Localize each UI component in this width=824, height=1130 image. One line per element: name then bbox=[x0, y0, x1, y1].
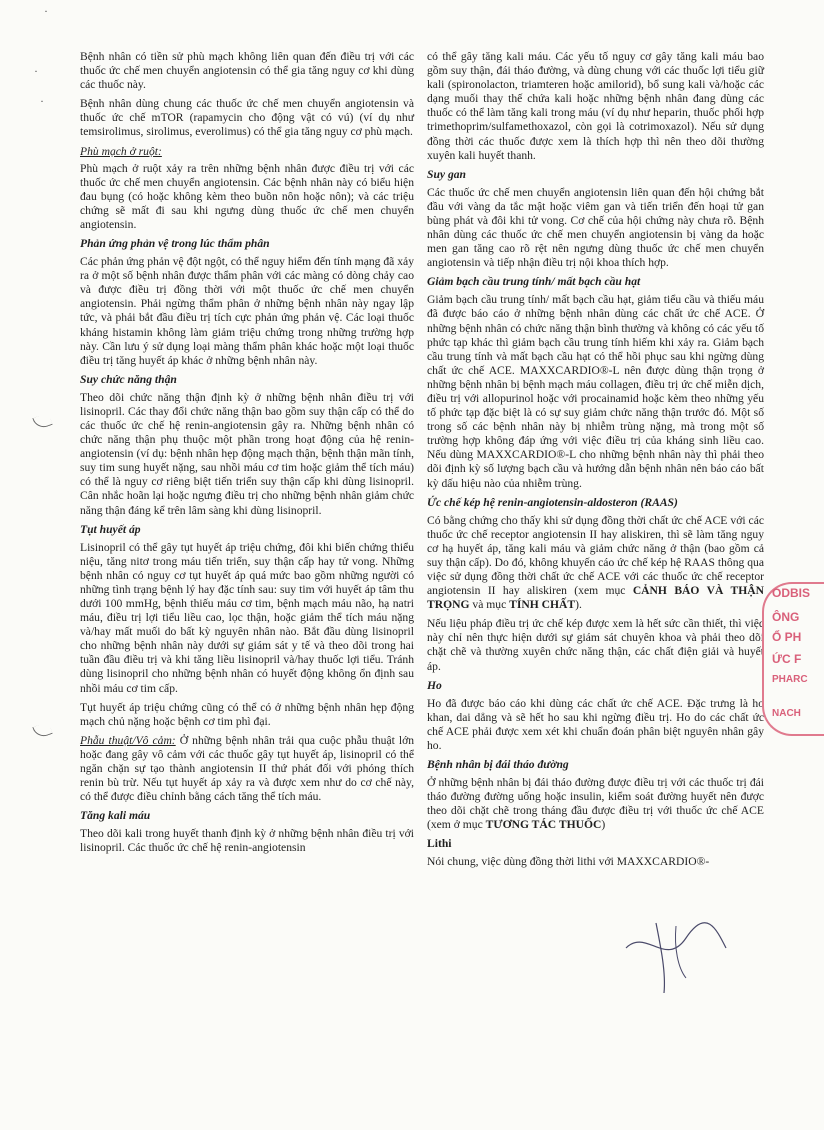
cross-reference: TÍNH CHẤT bbox=[509, 598, 576, 612]
paragraph: Phù mạch ở ruột xảy ra trên những bệnh nhân được điều trị với các thuốc ức chế men chuyển angiotensin. Các bệnh nhân này có biểu hiện đau bụng (có hoặc không kèm theo buồn nôn hoặc nôn); và các triệu chứng sẽ mất đi sau khi ngưng dùng thuốc ức chế men chuyển angiotensin. bbox=[80, 161, 414, 231]
section-heading: Bệnh nhân bị đái tháo đường bbox=[427, 758, 569, 772]
paragraph: Nói chung, việc dùng đồng thời lithi với MAXXCARDIO®- bbox=[427, 855, 710, 869]
paragraph bbox=[427, 514, 764, 613]
paragraph: Nếu liệu pháp điều trị ức chế kép được xem là hết sức cần thiết, thì việc này chỉ nên thực hiện dưới sự giám sát chuyên khoa và phải theo dõi chặt chẽ và thường xuyên chức năng thận, các chất điện giải và huyết áp. bbox=[427, 617, 764, 673]
paragraph bbox=[80, 734, 414, 804]
binding-hole-mark bbox=[32, 721, 52, 739]
section-heading: Ức chế kép hệ renin-angiotensin-aldosteron (RAAS) bbox=[427, 495, 678, 509]
paragraph-text: ). bbox=[575, 598, 582, 612]
section-heading: Tăng kali máu bbox=[80, 809, 151, 823]
section-heading: Lithi bbox=[427, 837, 452, 851]
handwritten-signature bbox=[616, 918, 736, 998]
section-heading: Suy chức năng thận bbox=[80, 372, 177, 386]
cross-reference: TƯƠNG TÁC THUỐC bbox=[485, 818, 602, 832]
binding-hole-mark bbox=[32, 412, 52, 430]
scan-dot: · bbox=[34, 64, 38, 78]
paragraph-text: Có bằng chứng cho thấy khi sử dụng đồng thời chất ức chế ACE với các thuốc ức chế receptor angiotensin II hay aliskiren, thì sẽ làm tăng nguy cơ hạ huyết áp, tăng kali máu và giảm chức năng ở thận (bao gồm cả suy thận cấp). Do đó, không khuyến cáo ức chế kép hệ RAAS thông qua việc sử dụng đồng thời chất ức chế ACE với các thuốc ức chế receptor angiotensin II hay aliskiren (xem mục bbox=[427, 513, 764, 598]
scan-dot: · bbox=[40, 94, 44, 108]
paragraph: Ho đã được báo cáo khi dùng các chất ức chế ACE. Đặc trưng là ho khan, dai dẳng và sẽ hết ho sau khi ngừng điều trị. Ho do các chất ức chế ACE phải được xem xét khi chuẩn đoán phân biệt nguyên nhân gây ho. bbox=[427, 696, 764, 752]
subsection-heading: Phù mạch ở ruột: bbox=[80, 144, 162, 158]
scan-dot: · bbox=[44, 4, 48, 18]
cross-reference: CẢNH BÁO VÀ THẬN TRỌNG bbox=[427, 584, 764, 612]
stamp-text: ỨC F bbox=[772, 652, 802, 666]
paragraph: Lisinopril có thể gây tụt huyết áp triệu chứng, đôi khi biến chứng thiểu niệu, tăng nitơ trong máu tiến triển, suy thận cấp hay tử vong. Những bệnh nhân có nguy cơ tụt huyết áp quá mức bao gồm những người có những tình trạng bệnh lý hay đặc tính sau: suy tim với huyết áp tâm thu dưới 100 mmHg, bệnh thiếu máu cơ tim, bệnh mạch máu não, hạ natri máu, điều trị lợi tiểu liều cao, lọc thận, hoặc giảm thể tích máu nặng và/hay mất muối do bất kỳ nguyên nhân nào. Bắt đầu dùng lisinopril cho những bệnh nhân này dưới sự giám sát y tế và theo dõi trong hai tuần đầu điều trị và khi tăng liều lisinopril và/hay thuốc lợi tiểu. Tránh dùng lisinopril cho những bệnh nhân có huyết động không ổn định sau nhồi máu cơ tim cấp. bbox=[80, 540, 414, 695]
paragraph-text: Ở những bệnh nhân bị đái tháo đường được điều trị với các thuốc trị đái tháo đường đường uống hoặc insulin, kiểm soát đường huyết nên được theo dõi chặt chẽ trong tháng đầu được điều trị với thuốc ức chế ACE (xem ở mục bbox=[427, 776, 764, 832]
company-stamp bbox=[762, 582, 824, 736]
stamp-text: Ổ PH bbox=[772, 630, 802, 644]
paragraph: Bệnh nhân có tiền sử phù mạch không liên quan đến điều trị với các thuốc ức chế men chuyển angiotensin có thể gia tăng nguy cơ khi dùng các thuốc này. bbox=[80, 50, 414, 92]
section-heading: Suy gan bbox=[427, 167, 466, 181]
paragraph: có thể gây tăng kali máu. Các yếu tố nguy cơ gây tăng kali máu bao gồm suy thận, đái tháo đường, và dùng chung với các thuốc lợi tiểu giữ kali (spironolacton, triamteren hoặc amilorid), bổ sung kali và/hoặc các dạng muối thay thế chứa kali hoặc những bệnh nhân đang dùng các thuốc có thể làm tăng kali trong máu (ví dụ như heparin, thuốc phối hợp trimethoprim/sulfamethoxazol, còn gọi là cotrimoxazol). Nếu sử dụng đồng thời các thuốc được xem là thích hợp thì nên theo dõi thường xuyên kali huyết thanh. bbox=[427, 50, 764, 162]
inline-label: Phẫu thuật/Vô cảm: bbox=[80, 733, 176, 747]
right-column bbox=[427, 50, 764, 875]
paragraph: Tụt huyết áp triệu chứng cũng có thể có ở những bệnh nhân hẹp động mạch chủ nặng hoặc bệnh cơ tim phì đại. bbox=[80, 700, 414, 728]
paragraph: Các thuốc ức chế men chuyển angiotensin liên quan đến hội chứng bắt đầu với vàng da tắc mật hoặc viêm gan và tiến triển đến hoại tử gan bùng phát và đôi khi tử vong. Cơ chế của hội chứng này chưa rõ. Bệnh nhân dùng các thuốc ức chế men chuyển angiotensin bị vàng da hoặc men gan tăng cao rõ rệt nên ngưng dùng thuốc ức chế men chuyển angiotensin và tiếp nhận điều trị nội khoa thích hợp. bbox=[427, 185, 764, 270]
paragraph: Giảm bạch cầu trung tính/ mất bạch cầu hạt, giảm tiểu cầu và thiếu máu đã được báo cáo ở những bệnh nhân dùng các chất ức chế ACE. Ở những bệnh nhân có chức năng thận bình thường và không có các yếu tố phức tạp khác thì giảm bạch cầu trung tính hiếm khi xảy ra. Giảm bạch cầu trung tính và mất bạch cầu hạt có thể hồi phục sau khi ngừng dùng chất ức chế ACE. MAXXCARDIO®-L nên được dùng thận trọng ở những bệnh nhân bị bệnh mạch máu collagen, điều trị ức chế miễn dịch, điều trị với allopurinol hoặc với procainamid hoặc kèm theo những yếu tố phức tạp đặc biệt là có sự suy giảm chức năng thận trước đó. Một số trong số các bệnh nhân này bị nhiễm trùng nặng, mà trong một số trường hợp không đáp ứng với việc điều trị của kháng sinh liều cao. Nếu dùng MAXXCARDIO®-L cho những bệnh nhân này thì phải theo dõi định kỳ số lượng bạch cầu và hướng dẫn bệnh nhân nên báo cáo bất kỳ dấu hiệu nào của nhiễm trùng. bbox=[427, 293, 764, 490]
paragraph: Các phản ứng phản vệ đột ngột, có thể nguy hiểm đến tính mạng đã xảy ra ở một số bệnh nhân được thẩm phân với các màng có dòng chảy cao và được điều trị đồng thời với một thuốc ức chế men chuyển angiotensin. Phải ngừng thẩm phân ở những bệnh nhân này ngay lập tức, và phải bắt đầu điều trị tích cực phản ứng phản vệ. Các loại thuốc kháng histamin không làm giảm triệu chứng trong những trường hợp này. Cần lưu ý sử dụng loại màng thẩm phân khác hoặc một loại thuốc điều trị tăng huyết áp khác ở những bệnh nhân này. bbox=[80, 255, 414, 367]
section-heading: Giảm bạch cầu trung tính/ mất bạch cầu hạt bbox=[427, 275, 641, 289]
paragraph-text: ) bbox=[601, 818, 606, 832]
section-heading: Phản ứng phản vệ trong lúc thẩm phân bbox=[80, 237, 270, 251]
stamp-text: ODBIS bbox=[772, 586, 811, 600]
paragraph-text: Ở những bệnh nhân trải qua cuộc phẫu thuật lớn hoặc đang gây vô cảm với các thuốc gây tụt huyết áp, lisinopril có thể ngăn chặn sự tạo thành angiotensin II thứ phát đối với phóng thích renin bù trừ. Nếu tụt huyết áp xảy ra và được xem như do cơ chế này, có thể được điều chỉnh bằng cách tăng thể tích máu. bbox=[80, 733, 415, 804]
paragraph: Bệnh nhân dùng chung các thuốc ức chế men chuyển angiotensin và thuốc ức chế mTOR (rapamycin cho động vật có vú) (ví dụ như temsirolimus, sirolimus, everolimus) có thể gia tăng nguy cơ phù mạch. bbox=[80, 97, 414, 139]
section-heading: Tụt huyết áp bbox=[80, 522, 141, 536]
left-column bbox=[80, 50, 414, 861]
paragraph: Theo dõi chức năng thận định kỳ ở những bệnh nhân điều trị với lisinopril. Các thay đổi chức năng thận bao gồm suy thận cấp có thể do các thuốc ức chế hệ renin-angiotensin gây ra. Những bệnh nhân có chức năng thận phụ thuộc một phần trong hoạt động của hệ renin-angiotensin (ví dụ: bệnh nhân hẹp động mạch thận, bệnh thận mãn tính, suy tim sung huyết nặng, sau nhồi máu cơ tim hoặc giảm thể tích máu) có thể là nguy cơ riêng biệt tiến triển suy thận cấp khi dùng lisinopril. Cân nhắc hoãn lại hoặc ngưng điều trị cho những bệnh nhân giảm chức năng thận đáng kể trên lâm sàng khi dùng lisinopril. bbox=[80, 390, 414, 517]
paragraph bbox=[427, 776, 764, 832]
paragraph: Theo dõi kali trong huyết thanh định kỳ ở những bệnh nhân điều trị với lisinopril. Các thuốc ức chế hệ renin-angiotensin bbox=[80, 827, 414, 855]
stamp-text: PHARC bbox=[772, 674, 808, 685]
section-heading: Ho bbox=[427, 678, 442, 692]
stamp-text: ÔNG bbox=[772, 610, 800, 624]
stamp-text: NACH bbox=[772, 708, 801, 719]
paragraph-text: và mục bbox=[469, 598, 510, 612]
